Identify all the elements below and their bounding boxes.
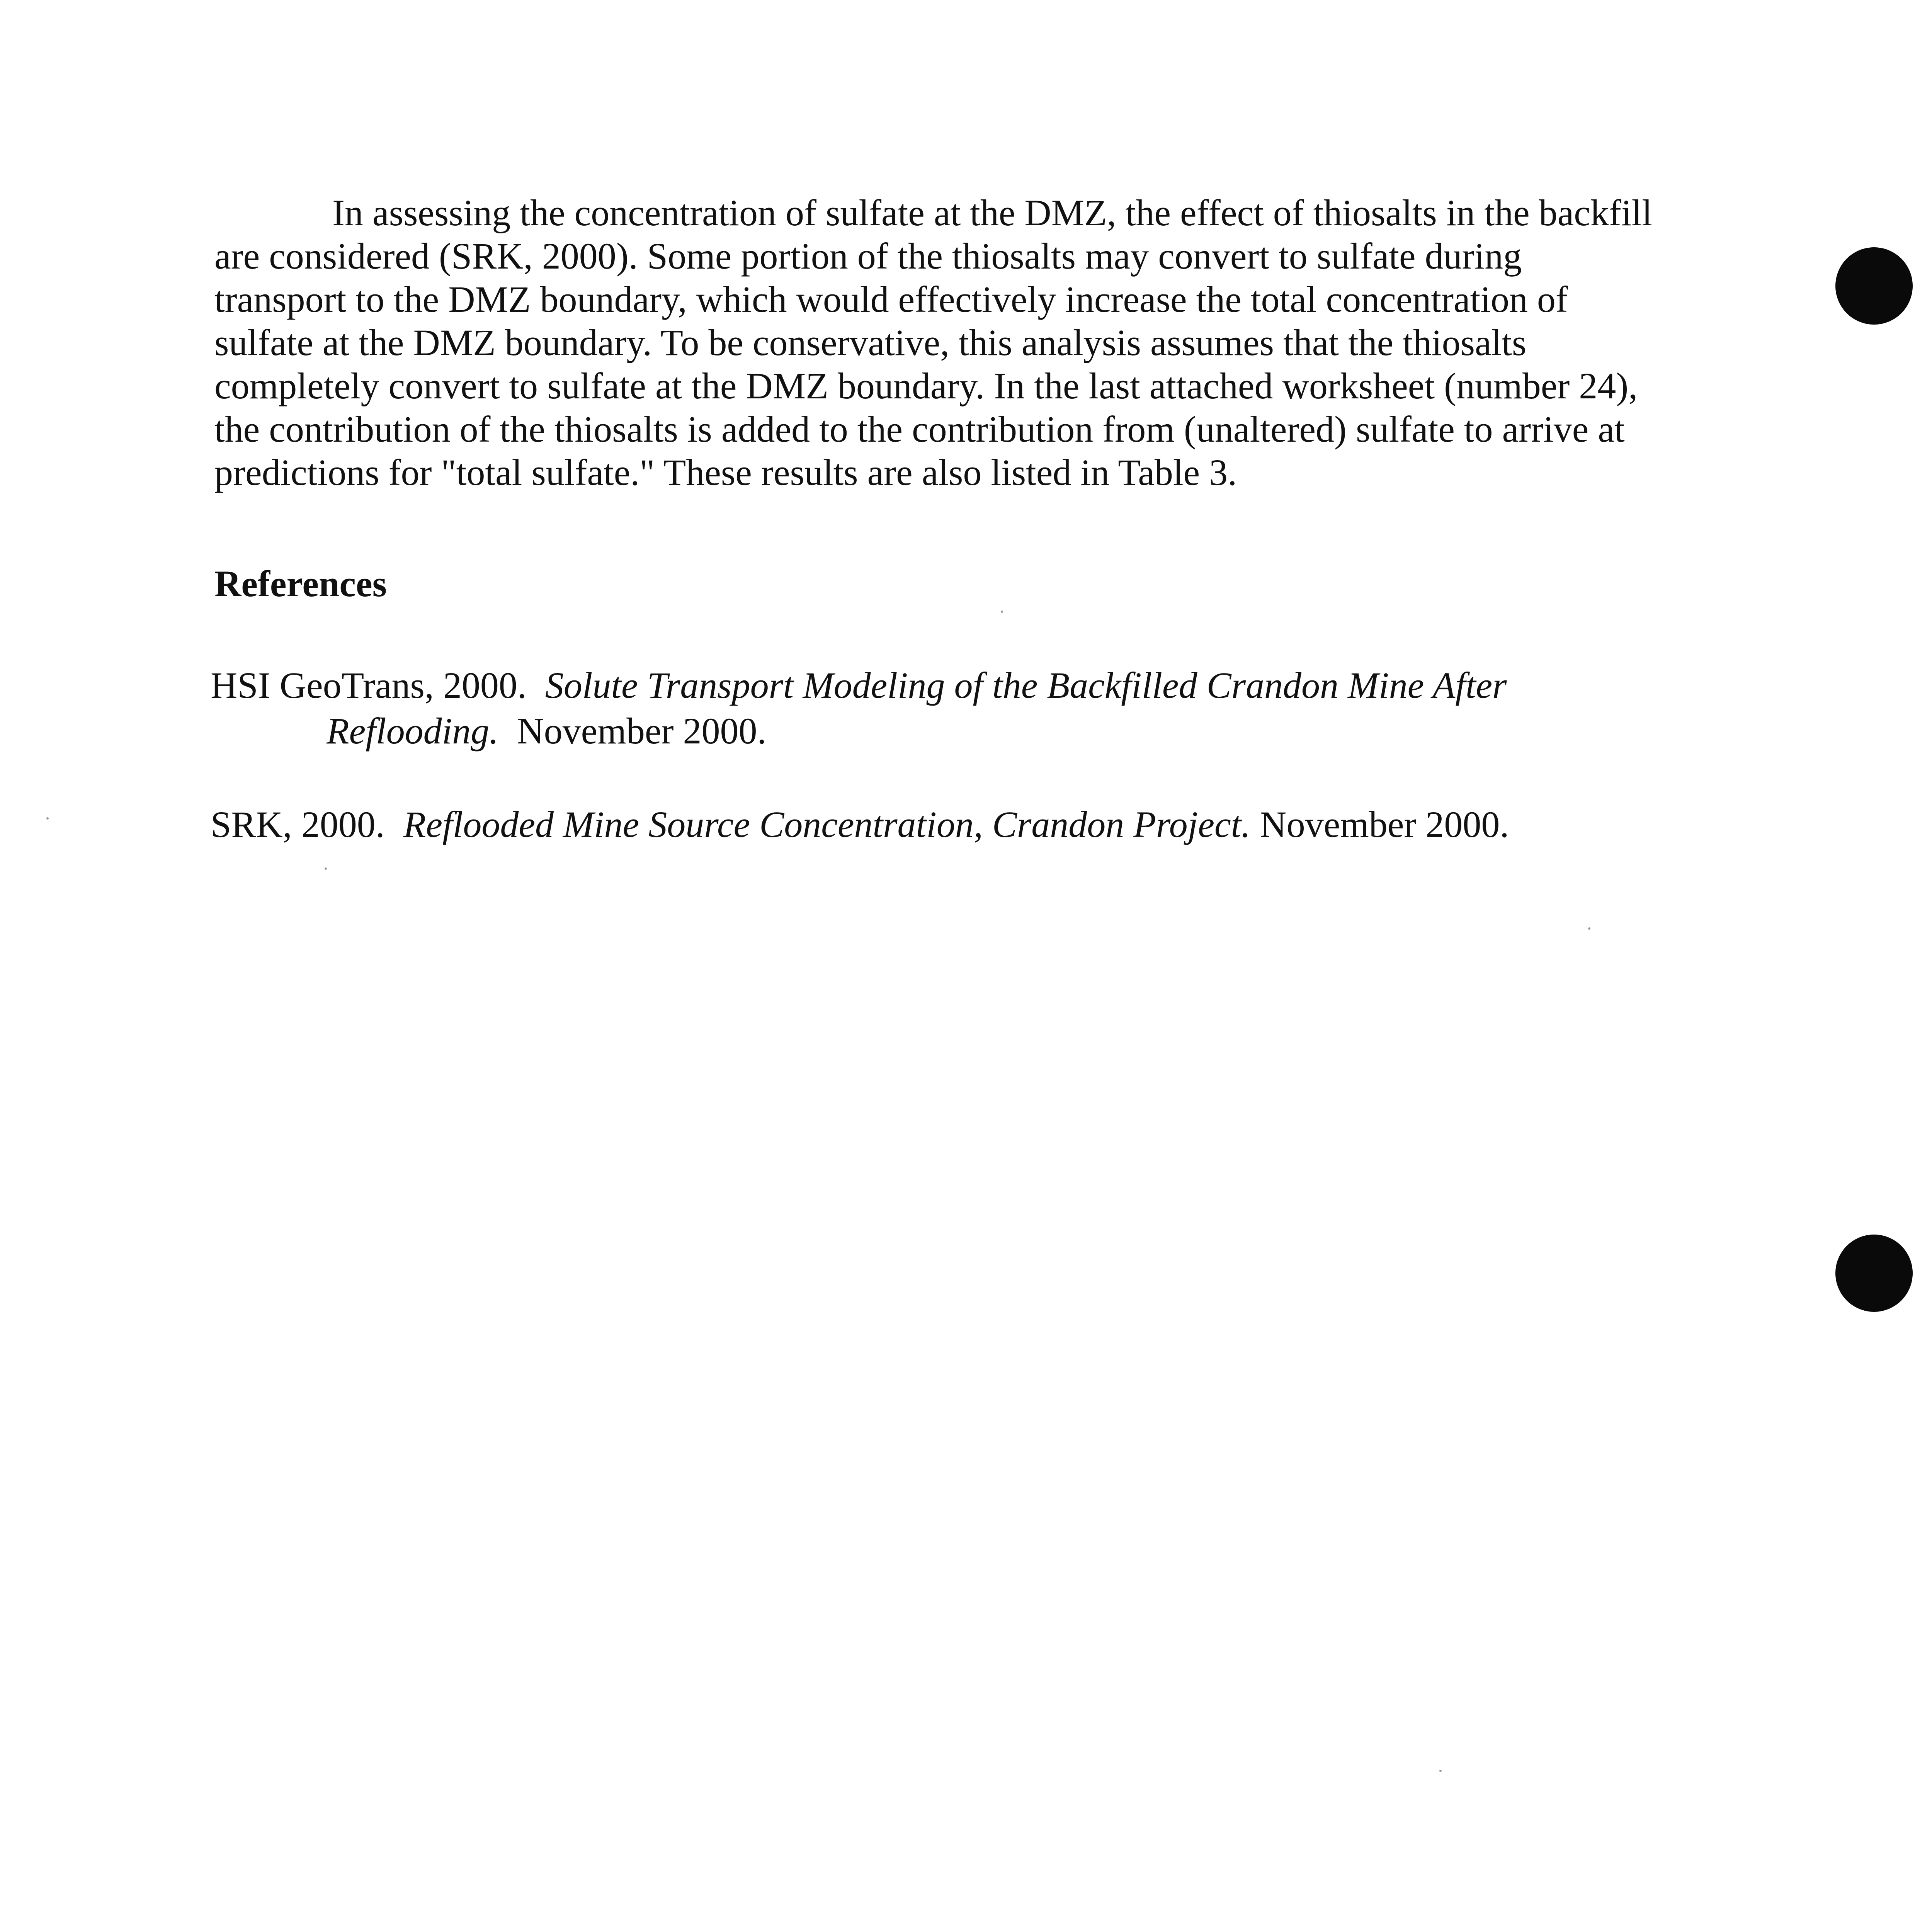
reference-date: November 2000. <box>1260 804 1509 845</box>
reference-title: Reflooded Mine Source Concentration, Crandon Project. <box>403 804 1251 845</box>
paragraph-line: predictions for "total sulfate." These results are also listed in Table 3. <box>214 452 1237 493</box>
scan-speck <box>1588 927 1590 930</box>
reference-date: November 2000. <box>517 710 767 752</box>
paragraph-line: sulfate at the DMZ boundary. To be conservative, this analysis assumes that the thiosalts <box>214 322 1527 363</box>
reference-line <box>211 663 1718 708</box>
reference-entry <box>211 663 1718 754</box>
reference-author-year: SRK, 2000. <box>211 804 385 845</box>
punch-hole-icon <box>1835 1235 1913 1312</box>
references-heading: References <box>214 563 387 604</box>
paragraph-line: are considered (SRK, 2000). Some portion of the thiosalts may convert to sulfate during <box>214 235 1522 277</box>
reference-title: Solute Transport Modeling of the Backfilled Crandon Mine After <box>545 665 1507 706</box>
body-paragraph <box>214 191 1721 494</box>
punch-hole-icon <box>1835 247 1913 325</box>
paragraph-line: In assessing the concentration of sulfate at the DMZ, the effect of thiosalts in the backfill <box>332 192 1652 233</box>
reference-line <box>211 708 1718 754</box>
paragraph-line: completely convert to sulfate at the DMZ boundary. In the last attached worksheet (number 24), <box>214 365 1638 406</box>
reference-title: Reflooding. <box>327 710 499 752</box>
paragraph-line: transport to the DMZ boundary, which would effectively increase the total concentration of <box>214 279 1568 320</box>
scan-speck <box>1439 1770 1442 1772</box>
scan-speck <box>1001 611 1003 613</box>
reference-author-year: HSI GeoTrans, 2000. <box>211 665 527 706</box>
reference-line <box>211 802 1718 847</box>
scan-speck <box>46 817 49 820</box>
reference-entry <box>211 802 1718 847</box>
scan-speck <box>325 867 327 870</box>
paragraph-line: the contribution of the thiosalts is added to the contribution from (unaltered) sulfate to arrive at <box>214 408 1625 450</box>
